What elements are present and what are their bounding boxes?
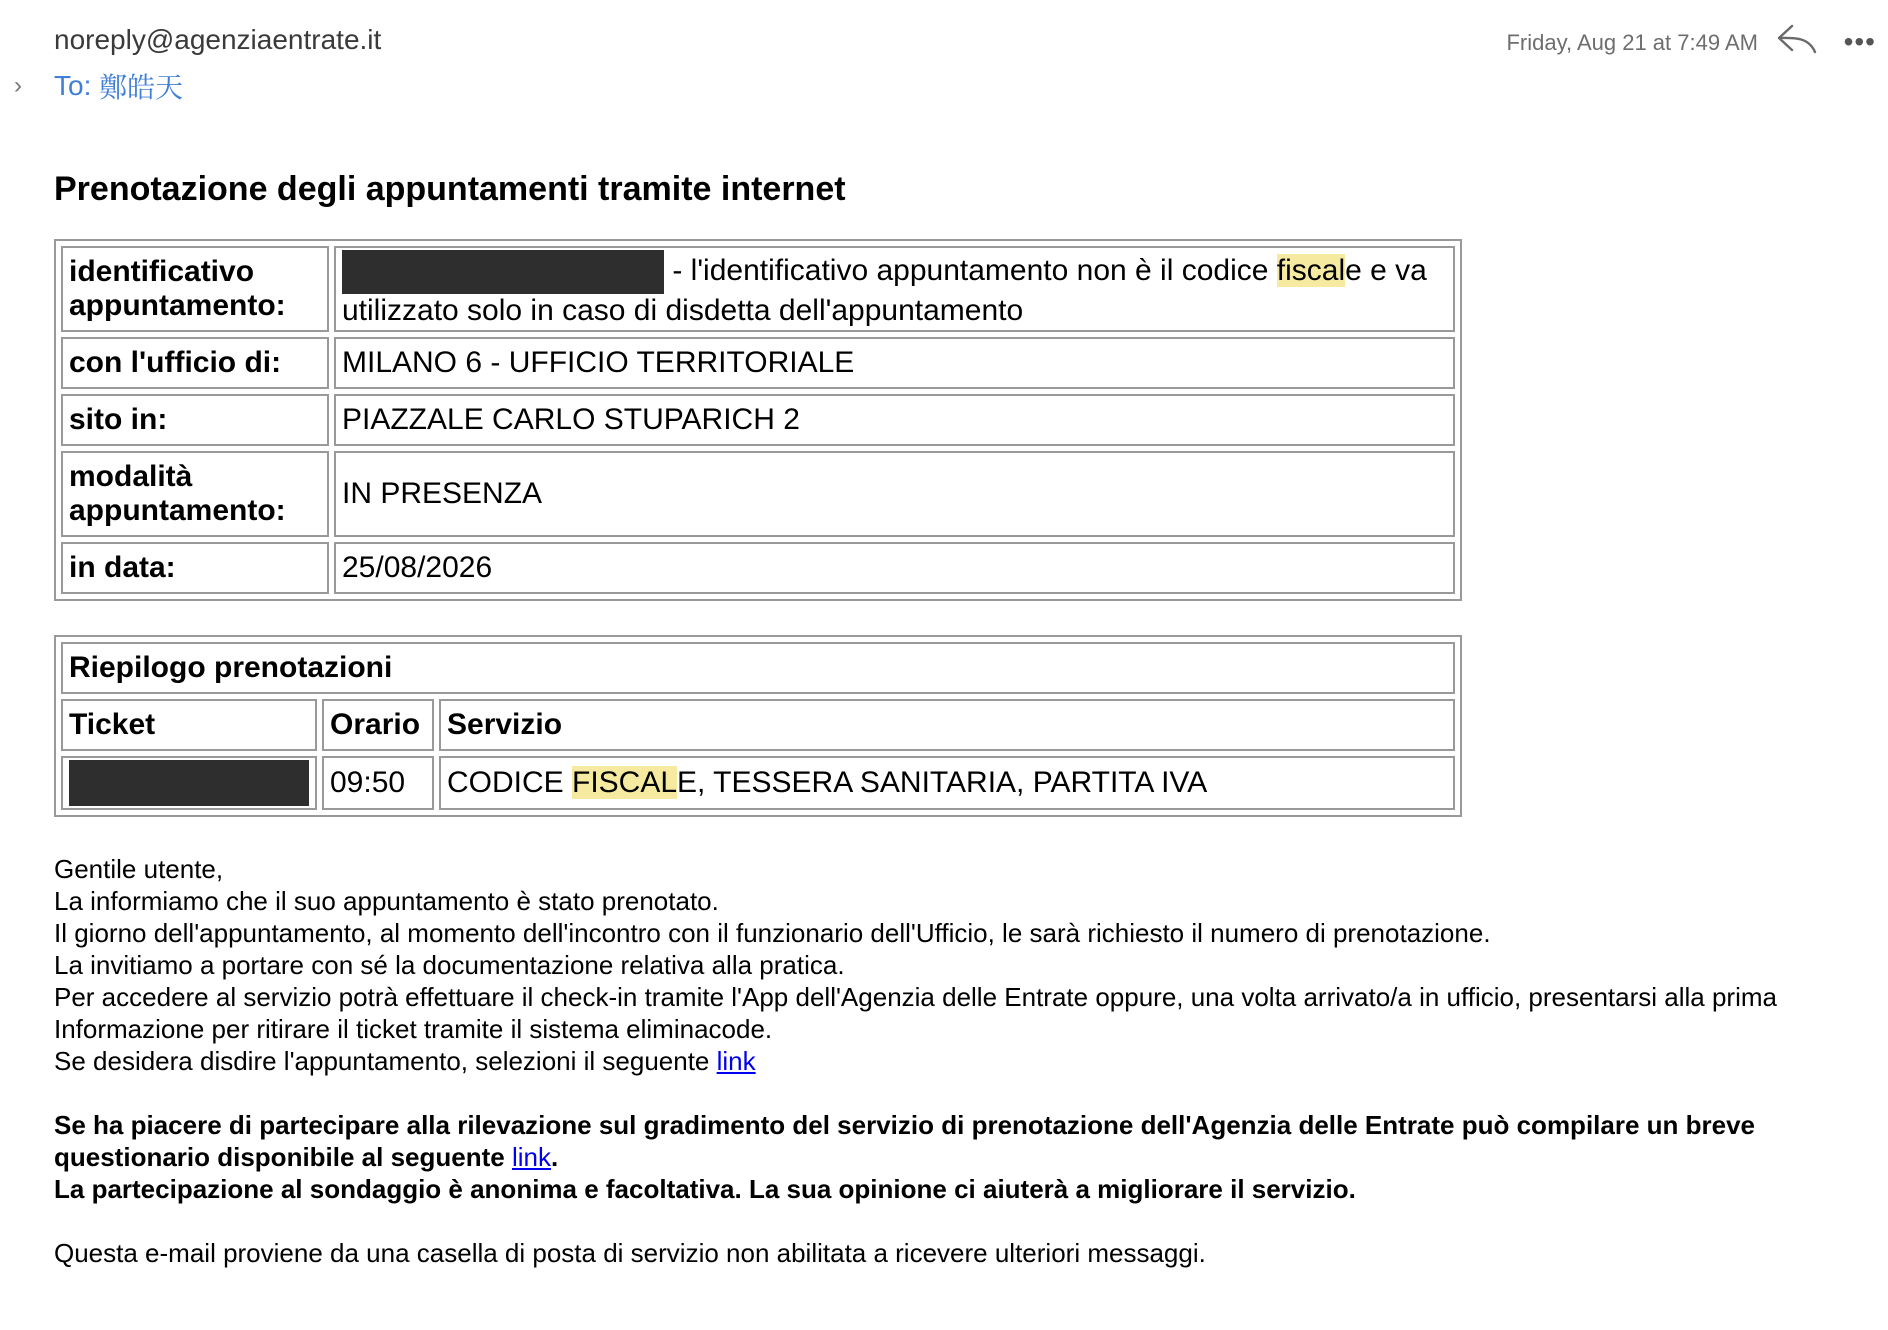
id-note-pre: - l'identificativo appuntamento non è il codice (664, 253, 1277, 287)
service-post: E, TESSERA SANITARIA, PARTITA IVA (677, 766, 1208, 799)
email-date: Friday, Aug 21 at 7:49 AM (1506, 30, 1758, 55)
body-line: La informiamo che il suo appuntamento è stato prenotato. (54, 886, 719, 916)
table-row (61, 642, 1455, 694)
to-label: To: (54, 70, 92, 101)
id-value-cell (334, 246, 1455, 332)
table-row (61, 246, 1455, 332)
reply-icon[interactable] (1776, 22, 1818, 56)
redacted-ticket (69, 760, 309, 806)
time-value: 09:50 (322, 756, 434, 810)
recipient-name[interactable]: 鄭皓天 (99, 72, 184, 103)
survey-line (54, 1109, 1834, 1173)
email-header (0, 0, 1888, 110)
survey-period: . (550, 1142, 559, 1172)
table-row (61, 337, 1455, 389)
mode-label: modalità appuntamento: (61, 451, 329, 537)
table-row (61, 756, 1455, 810)
survey-note: La partecipazione al sondaggio è anonima e facoltativa. La sua opinione ci aiuterà a migliorare il servizio. (54, 1174, 1356, 1204)
footer-note: Questa e-mail proviene da una casella di posta di servizio non abilitata a ricevere ulteriori messaggi. (54, 1238, 1206, 1268)
ticket-cell (61, 756, 317, 810)
id-note-post: e e va utilizzato solo in caso di disdetta dell'appuntamento (342, 253, 1427, 327)
column-ticket: Ticket (61, 699, 317, 751)
body-line: La invitiamo a portare con sé la documentazione relativa alla pratica. (54, 950, 845, 980)
date-value: 25/08/2026 (334, 542, 1455, 594)
more-icon[interactable]: ••• (1843, 26, 1876, 57)
email-body (54, 170, 1834, 1269)
date-label: in data: (61, 542, 329, 594)
service-pre: CODICE (447, 766, 573, 799)
cancel-appointment-link[interactable]: link (716, 1046, 756, 1076)
table-row (61, 699, 1455, 751)
chevron-right-icon[interactable]: › (14, 72, 22, 99)
office-label: con l'ufficio di: (61, 337, 329, 389)
spacer (54, 1077, 1834, 1109)
message-text (54, 853, 1834, 1269)
site-label: sito in: (61, 394, 329, 446)
table-row (61, 451, 1455, 537)
site-value: PIAZZALE CARLO STUPARICH 2 (334, 394, 1455, 446)
body-line: Per accedere al servizio potrà effettuare il check-in tramite l'App dell'Agenzia delle Entrate oppure, una volta arrivato/a in ufficio, presentarsi alla prima Informazione per ritirare il ticket tramite il sistema eliminacode. (54, 982, 1777, 1044)
id-label: identificativo appuntamento: (61, 246, 329, 332)
sender-address[interactable]: noreply@agenziaentrate.it (54, 24, 382, 55)
service-value-cell (439, 756, 1455, 810)
mode-value: IN PRESENZA (334, 451, 1455, 537)
table-row (61, 394, 1455, 446)
survey-text: Se ha piacere di partecipare alla rilevazione sul gradimento del servizio di prenotazione dell'Agenzia delle Entrate può compilare un breve questionario disponibile al seguente (54, 1110, 1756, 1172)
highlight-fiscal: fiscal (1276, 253, 1346, 287)
highlight-fiscal: FISCAL (572, 766, 678, 799)
office-value: MILANO 6 - UFFICIO TERRITORIALE (334, 337, 1455, 389)
redacted-id (342, 250, 664, 294)
cancel-line (54, 1045, 1834, 1077)
cancel-text: Se desidera disdire l'appuntamento, selezioni il seguente (54, 1046, 717, 1076)
column-orario: Orario (322, 699, 434, 751)
appointment-info-table (54, 239, 1462, 601)
survey-link[interactable]: link (511, 1142, 551, 1172)
body-line: Il giorno dell'appuntamento, al momento dell'incontro con il funzionario dell'Ufficio, le sarà richiesto il numero di prenotazione. (54, 918, 1491, 948)
column-servizio: Servizio (439, 699, 1455, 751)
greeting: Gentile utente, (54, 854, 224, 884)
recipient-row[interactable] (14, 66, 183, 106)
table-row (61, 542, 1455, 594)
spacer (54, 1205, 1834, 1237)
summary-title: Riepilogo prenotazioni (61, 642, 1455, 694)
booking-summary-table (54, 635, 1462, 817)
email-title: Prenotazione degli appuntamenti tramite internet (54, 170, 846, 208)
